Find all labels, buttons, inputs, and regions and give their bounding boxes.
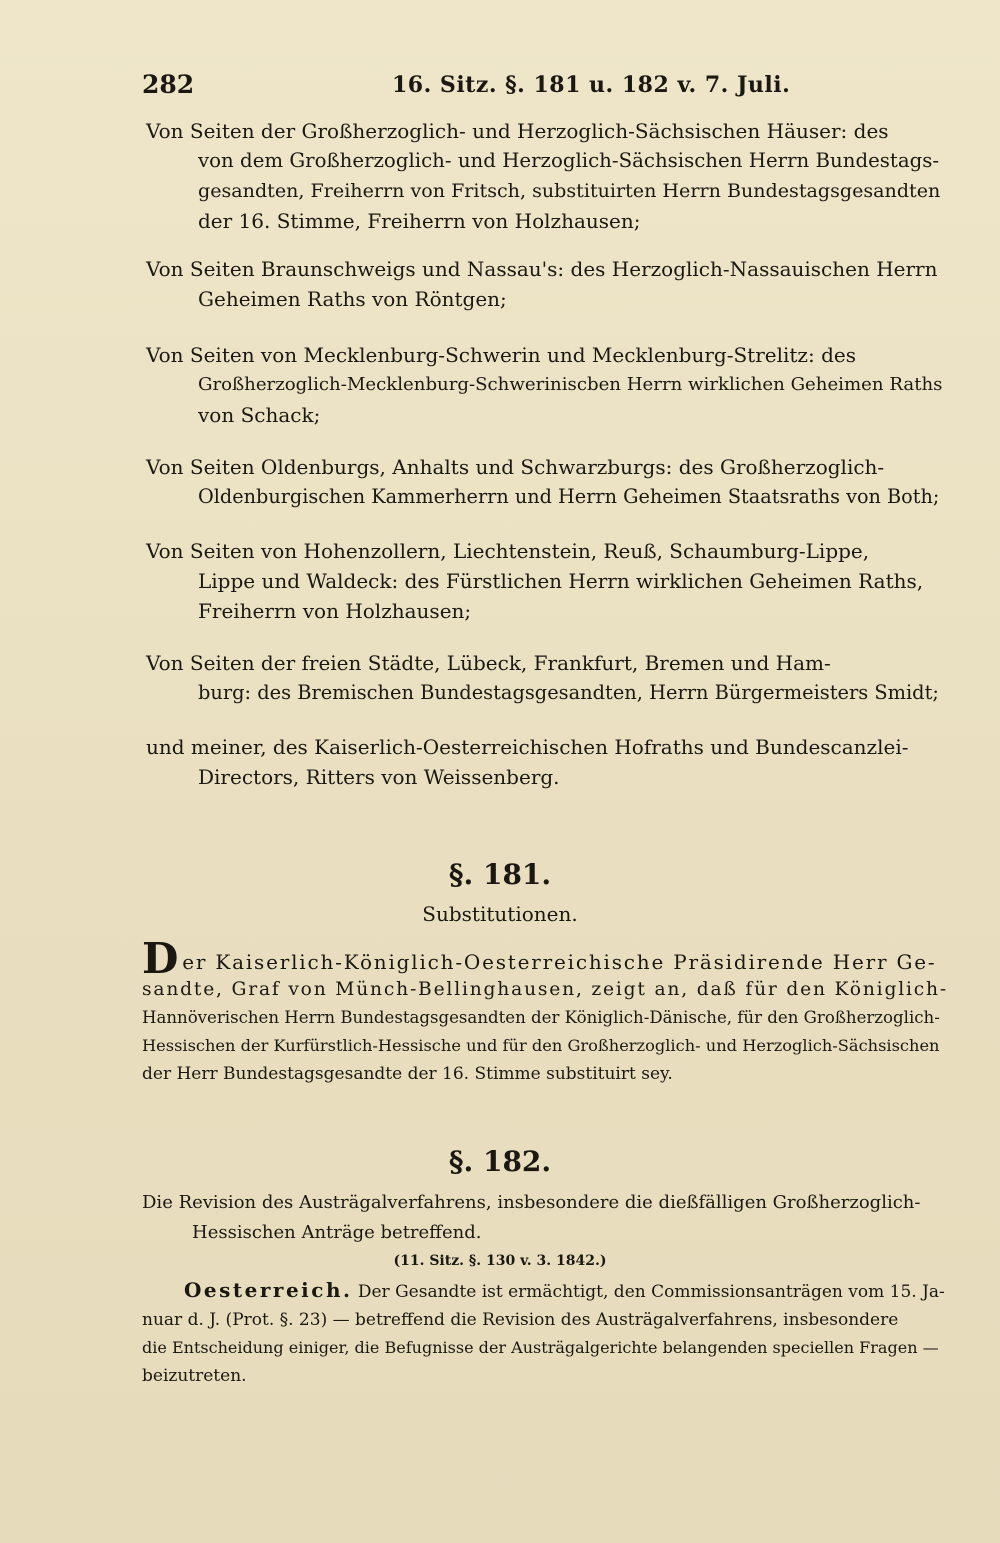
drop-cap: D — [142, 934, 181, 983]
text-line: der 16. Stimme, Freiherrn von Holzhausen; — [198, 209, 641, 233]
section-title: Substitutionen. — [422, 902, 578, 926]
text-line: Großherzoglich-Mecklenburg-Schweriniscben Herrn wirklichen Geheimen Raths — [198, 374, 943, 395]
text-line: er Kaiserlich-Königlich-Oesterreichische Präsidirende Herr Ge- — [182, 950, 937, 974]
text-line: Der Gesandte ist ermächtigt, den Commissionsanträgen vom 15. Ja- — [357, 1282, 945, 1302]
text-line: beizutreten. — [142, 1366, 247, 1386]
text-line: Hessischen der Kurfürstlich-Hessische und für den Großherzoglich- und Herzoglich-Sächsischen — [142, 1036, 940, 1055]
section-paragraph — [142, 934, 948, 1088]
text-line: Von Seiten Oldenburgs, Anhalts und Schwarzburgs: des Großherzoglich- — [146, 455, 885, 479]
attendance-entry — [146, 536, 946, 626]
section-title-block — [142, 1188, 948, 1248]
section-paragraph — [142, 1276, 948, 1390]
text-line: der Herr Bundestagsgesandte der 16. Stimme substituirt sey. — [142, 1064, 673, 1084]
text-line: und meiner, des Kaiserlich-Oesterreichischen Hofraths und Bundescanzlei- — [146, 735, 909, 759]
section-number: §. 182. — [448, 1145, 552, 1178]
text-line: Von Seiten der Großherzoglich- und Herzoglich-Sächsischen Häuser: des — [146, 119, 889, 143]
country-label: Oesterreich. — [184, 1278, 353, 1302]
text-line: Von Seiten Braunschweigs und Nassau's: des Herzoglich-Nassauischen Herrn — [146, 257, 938, 281]
attendance-entry — [146, 452, 946, 512]
attendance-entry — [146, 732, 946, 792]
page-number: 282 — [142, 70, 195, 99]
text-line: Lippe und Waldeck: des Fürstlichen Herrn wirklichen Geheimen Raths, — [198, 569, 924, 593]
text-line: von Schack; — [198, 403, 321, 427]
text-line: Von Seiten von Mecklenburg-Schwerin und Mecklenburg-Strelitz: des — [146, 343, 856, 367]
attendance-entry — [146, 340, 946, 430]
text-line: Freiherrn von Holzhausen; — [198, 599, 472, 623]
text-line: von dem Großherzoglich- und Herzoglich-Sächsischen Herrn Bundestags- — [198, 149, 940, 172]
text-line: gesandten, Freiherrn von Fritsch, substituirten Herrn Bundestagsgesandten — [198, 180, 941, 202]
cross-reference: (11. Sitz. §. 130 v. 3. 1842.) — [393, 1253, 607, 1269]
text-line: Oldenburgischen Kammerherrn und Herrn Geheimen Staatsraths von Both; — [198, 485, 940, 508]
text-line: die Entscheidung einiger, die Befugnisse der Austrägalgerichte belangenden speciellen Fragen — — [142, 1338, 939, 1357]
text-line: Die Revision des Austrägalverfahrens, insbesondere die dießfälligen Großherzoglich- — [142, 1192, 921, 1213]
text-line: Geheimen Raths von Röntgen; — [198, 287, 507, 311]
text-line: Von Seiten der freien Städte, Lübeck, Frankfurt, Bremen und Ham- — [146, 651, 831, 675]
attendance-entry — [146, 116, 946, 236]
text-line: burg: des Bremischen Bundestagsgesandten, Herrn Bürgermeisters Smidt; — [198, 681, 939, 704]
text-line: Von Seiten von Hohenzollern, Liechtenstein, Reuß, Schaumburg-Lippe, — [146, 539, 870, 563]
text-line: Hessischen Anträge betreffend. — [192, 1222, 482, 1243]
running-head: 16. Sitz. §. 181 u. 182 v. 7. Juli. — [392, 72, 791, 98]
text-line: nuar d. J. (Prot. §. 23) — betreffend die Revision des Austrägalverfahrens, insbesondere — [142, 1310, 899, 1330]
attendance-entry — [146, 254, 946, 314]
attendance-entry — [146, 648, 946, 708]
text-line: sandte, Graf von Münch-Bellinghausen, zeigt an, daß für den Königlich- — [142, 979, 948, 1000]
text-line: Directors, Ritters von Weissenberg. — [198, 765, 560, 789]
section-number: §. 181. — [448, 858, 552, 891]
text-line: Hannöverischen Herrn Bundestagsgesandten der Königlich-Dänische, für den Großherzoglich- — [142, 1008, 940, 1027]
page-header — [142, 70, 942, 110]
